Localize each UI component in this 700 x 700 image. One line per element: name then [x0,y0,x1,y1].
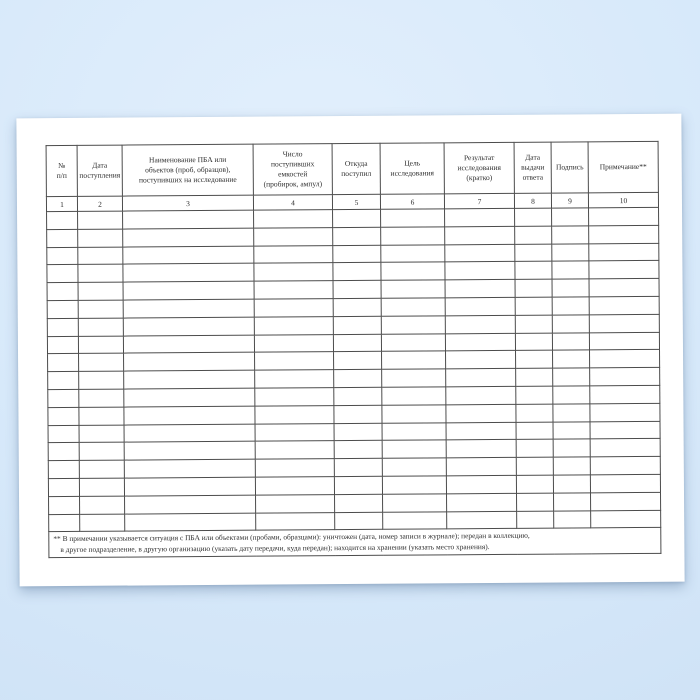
empty-cell [254,316,333,334]
empty-cell [47,283,78,301]
empty-cell [381,262,445,280]
column-header-label: Дата поступления [79,160,121,180]
empty-cell [254,263,333,281]
column-header-result [444,142,514,193]
footnote-line-2: в другое подразделение, в другую организацию (указать дату передачи, куда передан); находится на хранении (указать место хранения). [60,541,490,554]
empty-cell [333,316,381,334]
empty-cell [590,350,660,368]
empty-cell [47,211,78,229]
empty-cell [49,496,80,514]
empty-cell [47,336,78,354]
table-body [47,207,661,532]
empty-cell [382,405,446,423]
empty-cell [515,261,552,279]
document-page [16,114,684,587]
empty-cell [589,314,659,332]
empty-cell [78,300,123,318]
empty-cell [123,335,254,354]
empty-cell [552,243,589,261]
journal-table [46,141,662,558]
empty-cell [255,388,334,406]
empty-cell [382,369,446,387]
empty-cell [333,298,381,316]
empty-cell [589,296,659,314]
empty-cell [48,443,79,461]
empty-cell [78,229,123,247]
empty-cell [589,279,659,297]
column-header-signature [551,142,588,193]
column-number: 2 [77,196,122,211]
empty-cell [48,372,79,390]
empty-cell [334,441,382,459]
empty-cell [446,404,516,422]
empty-cell [552,297,589,315]
empty-cell [334,387,382,405]
empty-cell [254,227,333,245]
empty-cell [381,298,445,316]
empty-cell [255,477,334,495]
empty-cell [589,243,659,261]
empty-cell [79,353,124,371]
column-header-index [46,145,77,196]
column-number: 9 [551,193,588,208]
column-header-date-received [77,145,122,196]
empty-cell [124,370,255,389]
empty-cell [381,209,445,227]
empty-cell [589,207,659,225]
column-header-label: Число поступивших емкостей (пробирок, ампул) [263,149,323,189]
empty-cell [383,494,447,512]
empty-cell [334,352,382,370]
empty-cell [553,386,590,404]
empty-cell [445,262,515,280]
column-header-container-count [253,144,332,196]
empty-cell [445,333,515,351]
empty-cell [553,475,590,493]
empty-cell [382,440,446,458]
empty-cell [255,370,334,388]
column-header-label: Подпись [555,162,584,172]
empty-cell [446,458,516,476]
empty-cell [334,476,382,494]
column-header-purpose [380,143,444,194]
empty-cell [553,368,590,386]
column-header-label: № п/п [56,161,67,181]
empty-cell [382,387,446,405]
empty-cell [255,423,334,441]
empty-cell [590,439,660,457]
empty-cell [79,460,124,478]
empty-cell [552,315,589,333]
empty-cell [125,495,256,514]
empty-cell [333,209,381,227]
empty-cell [123,281,254,300]
empty-cell [334,423,382,441]
empty-cell [516,386,553,404]
empty-cell [445,244,515,262]
empty-cell [78,247,123,265]
empty-cell [381,316,445,334]
empty-cell [47,300,78,318]
empty-cell [254,210,333,228]
empty-cell [590,421,660,439]
footnote-line-1: ** В примечании указывается ситуация с ПБА или объектами (пробами, образцами): уничтожен (дата, номер записи в журнале); передан в коллекцию, [53,531,530,544]
empty-cell [590,474,660,492]
empty-cell [590,385,660,403]
empty-cell [445,315,515,333]
empty-cell [553,421,590,439]
table-header-row [46,141,658,196]
empty-cell [124,353,255,372]
empty-cell [123,264,254,283]
column-number: 1 [46,196,77,211]
empty-cell [515,315,552,333]
empty-cell [78,282,123,300]
footnote-row [49,528,661,558]
column-number: 6 [380,194,444,209]
empty-cell [256,512,335,530]
empty-cell [554,493,591,511]
empty-cell [47,229,78,247]
empty-cell [445,208,515,226]
empty-cell [123,228,254,247]
empty-cell [79,425,124,443]
empty-cell [590,368,660,386]
empty-cell [333,227,381,245]
empty-cell [382,476,446,494]
empty-cell [553,439,590,457]
empty-cell [47,265,78,283]
empty-cell [79,442,124,460]
empty-cell [123,246,254,265]
empty-cell [333,280,381,298]
empty-cell [517,511,554,529]
empty-cell [48,354,79,372]
column-header-note [588,141,658,192]
empty-cell [383,511,447,529]
column-number: 5 [332,194,380,209]
empty-cell [381,227,445,245]
empty-cell [78,336,123,354]
empty-cell [124,424,255,443]
empty-cell [335,494,383,512]
empty-cell [255,352,334,370]
empty-cell [516,350,553,368]
empty-cell [124,442,255,461]
empty-cell [591,492,661,510]
empty-cell [80,496,125,514]
empty-cell [446,440,516,458]
empty-cell [80,514,125,532]
empty-cell [515,279,552,297]
empty-cell [123,210,254,229]
column-header-label: Наименование ПБА или объектов (проб, образцов), поступивших на исследование [138,155,237,185]
empty-cell [254,281,333,299]
empty-cell [255,405,334,423]
empty-cell [79,371,124,389]
empty-cell [79,407,124,425]
column-number: 4 [253,195,332,211]
empty-cell [79,478,124,496]
empty-cell [381,280,445,298]
empty-cell [124,477,255,496]
empty-cell [334,405,382,423]
empty-cell [516,475,553,493]
empty-cell [446,475,516,493]
footnote-cell [49,528,661,558]
empty-cell [47,318,78,336]
empty-cell [516,457,553,475]
column-header-label: Примечание** [599,161,647,172]
empty-cell [590,456,660,474]
empty-cell [47,247,78,265]
empty-cell [124,459,255,478]
column-number: 8 [514,193,551,208]
empty-cell [589,261,659,279]
column-header-label: Дата выдачи ответа [521,152,545,182]
empty-cell [552,332,589,350]
column-header-answer-date [514,142,551,193]
empty-cell [382,422,446,440]
empty-cell [447,493,517,511]
empty-cell [445,297,515,315]
empty-cell [446,369,516,387]
empty-cell [123,317,254,336]
empty-cell [447,511,517,529]
column-header-label: Цель исследования [390,158,435,178]
empty-cell [255,459,334,477]
empty-cell [381,244,445,262]
empty-cell [255,441,334,459]
empty-cell [589,332,659,350]
empty-cell [48,461,79,479]
empty-cell [553,350,590,368]
empty-cell [446,351,516,369]
empty-cell [516,422,553,440]
empty-cell [382,458,446,476]
empty-cell [552,261,589,279]
empty-cell [515,226,552,244]
empty-cell [48,389,79,407]
empty-cell [552,279,589,297]
empty-cell [48,478,79,496]
empty-cell [382,351,446,369]
empty-cell [515,208,552,226]
empty-cell [446,422,516,440]
empty-cell [335,512,383,530]
empty-cell [445,280,515,298]
empty-cell [516,439,553,457]
column-number: 7 [444,193,514,208]
empty-cell [552,208,589,226]
column-header-label: Откуда поступил [341,158,372,179]
empty-cell [49,514,80,532]
empty-cell [552,226,589,244]
empty-cell [589,225,659,243]
empty-cell [333,245,381,263]
empty-cell [48,425,79,443]
empty-cell [78,211,123,229]
empty-cell [515,244,552,262]
column-header-label: Результат исследования (кратко) [457,153,501,183]
empty-cell [256,494,335,512]
empty-cell [446,386,516,404]
empty-cell [123,299,254,318]
empty-cell [381,333,445,351]
empty-cell [125,513,256,532]
empty-cell [333,263,381,281]
column-header-name [122,144,253,196]
empty-cell [553,457,590,475]
empty-cell [553,404,590,422]
column-number: 10 [588,192,658,207]
empty-cell [48,407,79,425]
empty-cell [591,510,661,528]
empty-cell [515,333,552,351]
empty-cell [445,226,515,244]
column-header-origin [332,143,380,194]
empty-cell [254,334,333,352]
empty-cell [554,510,591,528]
empty-cell [254,299,333,317]
empty-cell [254,245,333,263]
empty-cell [78,264,123,282]
empty-cell [334,369,382,387]
empty-cell [333,334,381,352]
empty-cell [516,368,553,386]
empty-cell [124,406,255,425]
empty-cell [516,404,553,422]
column-number: 3 [122,195,253,211]
empty-cell [78,318,123,336]
empty-cell [515,297,552,315]
empty-cell [590,403,660,421]
empty-cell [124,388,255,407]
empty-cell [517,493,554,511]
empty-cell [79,389,124,407]
empty-cell [334,458,382,476]
